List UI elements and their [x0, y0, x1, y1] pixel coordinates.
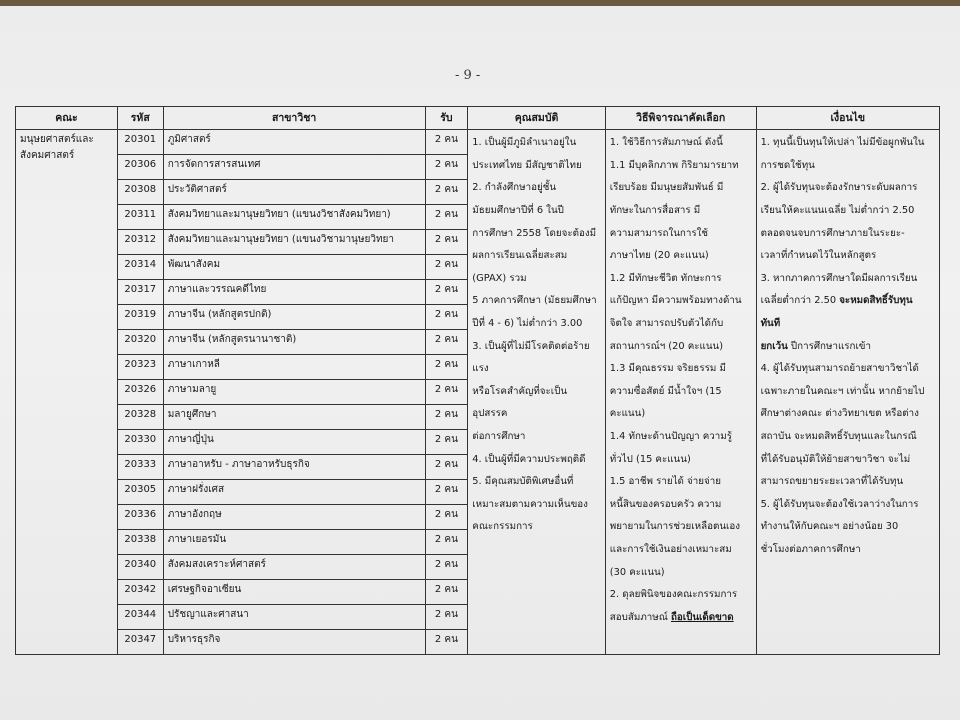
selection-method-text: 1. ใช้วิธีการสัมภาษณ์ ดังนี้ — [609, 137, 723, 149]
selection-method-text: พยายามในการช่วยเหลือตนเอง — [609, 521, 741, 533]
selection-method-text: 1.2 มีทักษะชีวิต ทักษะการ — [609, 272, 722, 284]
condition-line — [761, 223, 935, 246]
selection-method-text: 1.5 อาชีพ รายได้ จ่ายจ่าย — [609, 476, 721, 488]
selection-method-text: 1.3 มีคุณธรรม จริยธรรม มี — [609, 363, 726, 375]
condition-text: ที่ได้รับอนุมัติให้ย้ายสาขาวิชา จะไม่ — [760, 453, 911, 465]
program-major: ปรัชญาและศาสนา — [163, 605, 425, 630]
table-body — [16, 130, 940, 655]
selection-method-line — [610, 494, 752, 517]
condition-line — [761, 177, 935, 200]
program-seats: 2 คน — [425, 230, 468, 255]
program-major: บริหารธุรกิจ — [163, 630, 425, 655]
condition-line — [761, 381, 935, 404]
program-seats: 2 คน — [425, 255, 468, 280]
selection-method-text: ภาษาไทย (20 คะแนน) — [609, 250, 709, 262]
qualification-line: 3. เป็นผู้ที่ไม่มีโรคติดต่อร้ายแรง — [472, 340, 590, 375]
program-major: สังคมวิทยาและมานุษยวิทยา (แขนงวิชาสังคมวิทยา) — [163, 205, 425, 230]
program-code: 20323 — [117, 355, 163, 380]
conditions-cell — [756, 130, 939, 655]
qualification-line: ประเทศไทย มีสัญชาติไทย — [472, 159, 582, 171]
selection-method-emphasis: ถือเป็นเด็ดขาด — [670, 611, 734, 623]
program-major: ภาษาและวรรณคดีไทย — [163, 280, 425, 305]
table-row — [16, 130, 940, 155]
selection-method-text: 2. ดุลยพินิจของคณะกรรมการ — [609, 589, 738, 601]
condition-line — [761, 155, 935, 178]
selection-method-line — [610, 403, 752, 426]
program-major: ภาษาฝรั่งเศส — [163, 480, 425, 505]
condition-line — [761, 494, 935, 517]
condition-text: เวลาที่กำหนดไว้ในหลักสูตร — [760, 250, 877, 262]
program-seats: 2 คน — [425, 530, 468, 555]
document-page — [0, 6, 960, 720]
condition-line — [761, 132, 935, 155]
condition-text: การชดใช้ทุน — [760, 159, 815, 171]
condition-text: เรียนให้คะแนนเฉลี่ย ไม่ต่ำกว่า 2.50 — [760, 205, 915, 217]
program-code: 20311 — [117, 205, 163, 230]
qualification-line: ต่อการศึกษา — [472, 430, 526, 442]
qualification-line: 5. มีคุณสมบัติพิเศษอื่นที่ — [472, 476, 574, 488]
selection-method-text: คะแนน) — [609, 408, 646, 420]
selection-method-line — [610, 268, 752, 291]
program-major: ภาษาญี่ปุ่น — [163, 430, 425, 455]
condition-line — [761, 403, 935, 426]
condition-line — [761, 200, 935, 223]
header-seats: รับ — [425, 107, 468, 130]
condition-text: 3. หากภาคการศึกษาใดมีผลการเรียน — [760, 272, 918, 284]
condition-text: เฉพาะภายในคณะฯ เท่านั้น หากย้ายไป — [760, 385, 925, 397]
condition-line — [761, 426, 935, 449]
program-code: 20328 — [117, 405, 163, 430]
qualification-line: 5 ภาคการศึกษา (มัธยมศึกษา — [472, 295, 597, 307]
condition-text: ศึกษาต่างคณะ ต่างวิทยาเขต หรือต่าง — [760, 408, 919, 420]
program-code: 20347 — [117, 630, 163, 655]
condition-text: สามารถขยายระยะเวลาที่ได้รับทุน — [760, 476, 904, 488]
selection-method-text: จิตใจ สามารถปรับตัวได้กับ — [609, 318, 724, 330]
program-seats: 2 คน — [425, 180, 468, 205]
program-seats: 2 คน — [425, 380, 468, 405]
condition-text: ชั่วโมงต่อภาคการศึกษา — [760, 543, 861, 555]
program-major: ภาษาอังกฤษ — [163, 505, 425, 530]
program-major: ภาษาอาหรับ - ภาษาอาหรับธุรกิจ — [163, 455, 425, 480]
program-seats: 2 คน — [425, 330, 468, 355]
program-major: ประวัติศาสตร์ — [163, 180, 425, 205]
qualification-line: หรือโรคสำคัญที่จะเป็นอุปสรรค — [472, 385, 568, 420]
qualification-line: 2. กำลังศึกษาอยู่ชั้น — [472, 182, 557, 194]
condition-line — [761, 313, 935, 336]
program-major: การจัดการสารสนเทศ — [163, 155, 425, 180]
selection-method-text: ความสามารถในการใช้ — [609, 227, 709, 239]
header-conditions: เงื่อนไข — [756, 107, 939, 130]
condition-text: สถาบัน จะหมดสิทธิ์รับทุนและในกรณี — [760, 430, 917, 442]
qualification-line: คณะกรรมการ — [472, 521, 533, 533]
program-major: สังคมสงเคราะห์ศาสตร์ — [163, 555, 425, 580]
selection-method-text: ความซื่อสัตย์ มีน้ำใจฯ (15 — [609, 385, 722, 397]
program-code: 20330 — [117, 430, 163, 455]
selection-method-line — [610, 200, 752, 223]
header-code: รหัส — [117, 107, 163, 130]
program-major: เศรษฐกิจอาเซียน — [163, 580, 425, 605]
program-code: 20338 — [117, 530, 163, 555]
qualification-line: 4. เป็นผู้ที่มีความประพฤติดี — [472, 453, 586, 465]
condition-line — [761, 358, 935, 381]
program-major: ภาษาเยอรมัน — [163, 530, 425, 555]
condition-line — [761, 539, 935, 562]
selection-method-text: แก้ปัญหา มีความพร้อมทางด้าน — [609, 295, 742, 307]
page-number: - 9 - — [455, 68, 481, 83]
selection-method-line — [610, 155, 752, 178]
program-seats: 2 คน — [425, 280, 468, 305]
qualifications-cell — [468, 130, 606, 655]
qualification-line: มัธยมศึกษาปีที่ 6 ในปี — [472, 205, 564, 217]
program-major: พัฒนาสังคม — [163, 255, 425, 280]
program-seats: 2 คน — [425, 155, 468, 180]
condition-line — [761, 471, 935, 494]
condition-text: เฉลี่ยต่ำกว่า 2.50 — [760, 295, 837, 307]
program-code: 20344 — [117, 605, 163, 630]
condition-emphasis: ยกเว้น — [760, 340, 788, 352]
selection-method-line — [610, 245, 752, 268]
condition-emphasis: ทันที — [760, 318, 781, 330]
program-seats: 2 คน — [425, 580, 468, 605]
selection-method-line — [610, 313, 752, 336]
program-major: ภาษามลายู — [163, 380, 425, 405]
program-seats: 2 คน — [425, 480, 468, 505]
program-major: ภาษาจีน (หลักสูตรนานาชาติ) — [163, 330, 425, 355]
selection-method-text: และการใช้เงินอย่างเหมาะสม — [609, 543, 732, 555]
selection-method-line — [610, 426, 752, 449]
qualification-line: ผลการเรียนเฉลี่ยสะสม (GPAX) รวม — [472, 250, 568, 284]
selection-method-cell — [605, 130, 756, 655]
program-code: 20336 — [117, 505, 163, 530]
selection-method-line — [610, 336, 752, 359]
selection-method-line — [610, 607, 752, 630]
condition-text: 4. ผู้ได้รับทุนสามารถย้ายสาขาวิชาได้ — [760, 363, 919, 375]
selection-method-text: 1.4 ทักษะด้านปัญญา ความรู้ — [609, 430, 732, 442]
qualification-line: 1. เป็นผู้มีภูมิลำเนาอยู่ใน — [472, 137, 577, 149]
program-code: 20317 — [117, 280, 163, 305]
program-seats: 2 คน — [425, 505, 468, 530]
selection-method-line — [610, 584, 752, 607]
program-major: ภาษาจีน (หลักสูตรปกติ) — [163, 305, 425, 330]
program-seats: 2 คน — [425, 605, 468, 630]
program-seats: 2 คน — [425, 405, 468, 430]
qualification-line: ปีที่ 4 - 6) ไม่ต่ำกว่า 3.00 — [472, 318, 583, 330]
header-qualifications: คุณสมบัติ — [468, 107, 606, 130]
program-code: 20320 — [117, 330, 163, 355]
condition-line — [761, 290, 935, 313]
qualification-line: การศึกษา 2558 โดยจะต้องมี — [472, 227, 597, 239]
program-code: 20342 — [117, 580, 163, 605]
qualification-line: เหมาะสมตามความเห็นของ — [472, 498, 588, 510]
condition-text: ตลอดจนจบการศึกษาภายในระยะ- — [760, 227, 905, 239]
header-major: สาขาวิชา — [163, 107, 425, 130]
selection-method-text: สถานการณ์ฯ (20 คะแนน) — [609, 340, 724, 352]
program-major: มลายูศึกษา — [163, 405, 425, 430]
selection-method-line — [610, 539, 752, 562]
condition-text: 5. ผู้ได้รับทุนจะต้องใช้เวลาว่างในการ — [760, 498, 919, 510]
program-major: ภูมิศาสตร์ — [163, 130, 425, 155]
program-seats: 2 คน — [425, 355, 468, 380]
program-code: 20301 — [117, 130, 163, 155]
program-seats: 2 คน — [425, 630, 468, 655]
condition-line — [761, 449, 935, 472]
program-code: 20308 — [117, 180, 163, 205]
program-major: ภาษาเกาหลี — [163, 355, 425, 380]
program-code: 20319 — [117, 305, 163, 330]
selection-method-line — [610, 516, 752, 539]
condition-line — [761, 336, 935, 359]
condition-text: 2. ผู้ได้รับทุนจะต้องรักษาระดับผลการ — [760, 182, 918, 194]
condition-line — [761, 268, 935, 291]
selection-method-line — [610, 223, 752, 246]
condition-text: ทำงานให้กับคณะฯ อย่างน้อย 30 — [760, 521, 899, 533]
condition-text: ปีการศึกษาแรกเข้า — [790, 340, 871, 352]
selection-method-line — [610, 471, 752, 494]
selection-method-line — [610, 562, 752, 585]
table-header-row — [16, 107, 940, 130]
program-seats: 2 คน — [425, 555, 468, 580]
program-major: สังคมวิทยาและมานุษยวิทยา (แขนงวิชามานุษยวิทยา — [163, 230, 425, 255]
program-seats: 2 คน — [425, 455, 468, 480]
program-seats: 2 คน — [425, 430, 468, 455]
condition-line — [761, 516, 935, 539]
selection-method-text: สอบสัมภาษณ์ — [609, 611, 668, 623]
program-code: 20314 — [117, 255, 163, 280]
condition-emphasis: จะหมดสิทธิ์รับทุน — [839, 295, 913, 307]
program-code: 20306 — [117, 155, 163, 180]
scholarship-table — [15, 106, 940, 655]
selection-method-line — [610, 381, 752, 404]
program-code: 20326 — [117, 380, 163, 405]
selection-method-text: หนี้สินของครอบครัว ความ — [609, 498, 722, 510]
program-seats: 2 คน — [425, 205, 468, 230]
header-faculty: คณะ — [16, 107, 118, 130]
selection-method-text: ทักษะในการสื่อสาร มี — [609, 205, 701, 217]
selection-method-text: ทั่วไป (15 คะแนน) — [609, 453, 691, 465]
faculty-cell: มนุษยศาสตร์และสังคมศาสตร์ — [16, 130, 118, 655]
program-code: 20340 — [117, 555, 163, 580]
selection-method-text: (30 คะแนน) — [609, 566, 665, 578]
selection-method-text: เรียบร้อย มีมนุษยสัมพันธ์ มี — [609, 182, 724, 194]
condition-line — [761, 245, 935, 268]
program-code: 20312 — [117, 230, 163, 255]
selection-method-line — [610, 449, 752, 472]
program-seats: 2 คน — [425, 130, 468, 155]
condition-text: 1. ทุนนี้เป็นทุนให้เปล่า ไม่มีข้อผูกพันใน — [760, 137, 925, 149]
selection-method-line — [610, 290, 752, 313]
selection-method-line — [610, 177, 752, 200]
selection-method-line — [610, 132, 752, 155]
selection-method-line — [610, 358, 752, 381]
program-code: 20333 — [117, 455, 163, 480]
program-code: 20305 — [117, 480, 163, 505]
program-seats: 2 คน — [425, 305, 468, 330]
selection-method-text: 1.1 มีบุคลิกภาพ กิริยามารยาท — [609, 159, 739, 171]
header-selection-method: วิธีพิจารณาคัดเลือก — [605, 107, 756, 130]
